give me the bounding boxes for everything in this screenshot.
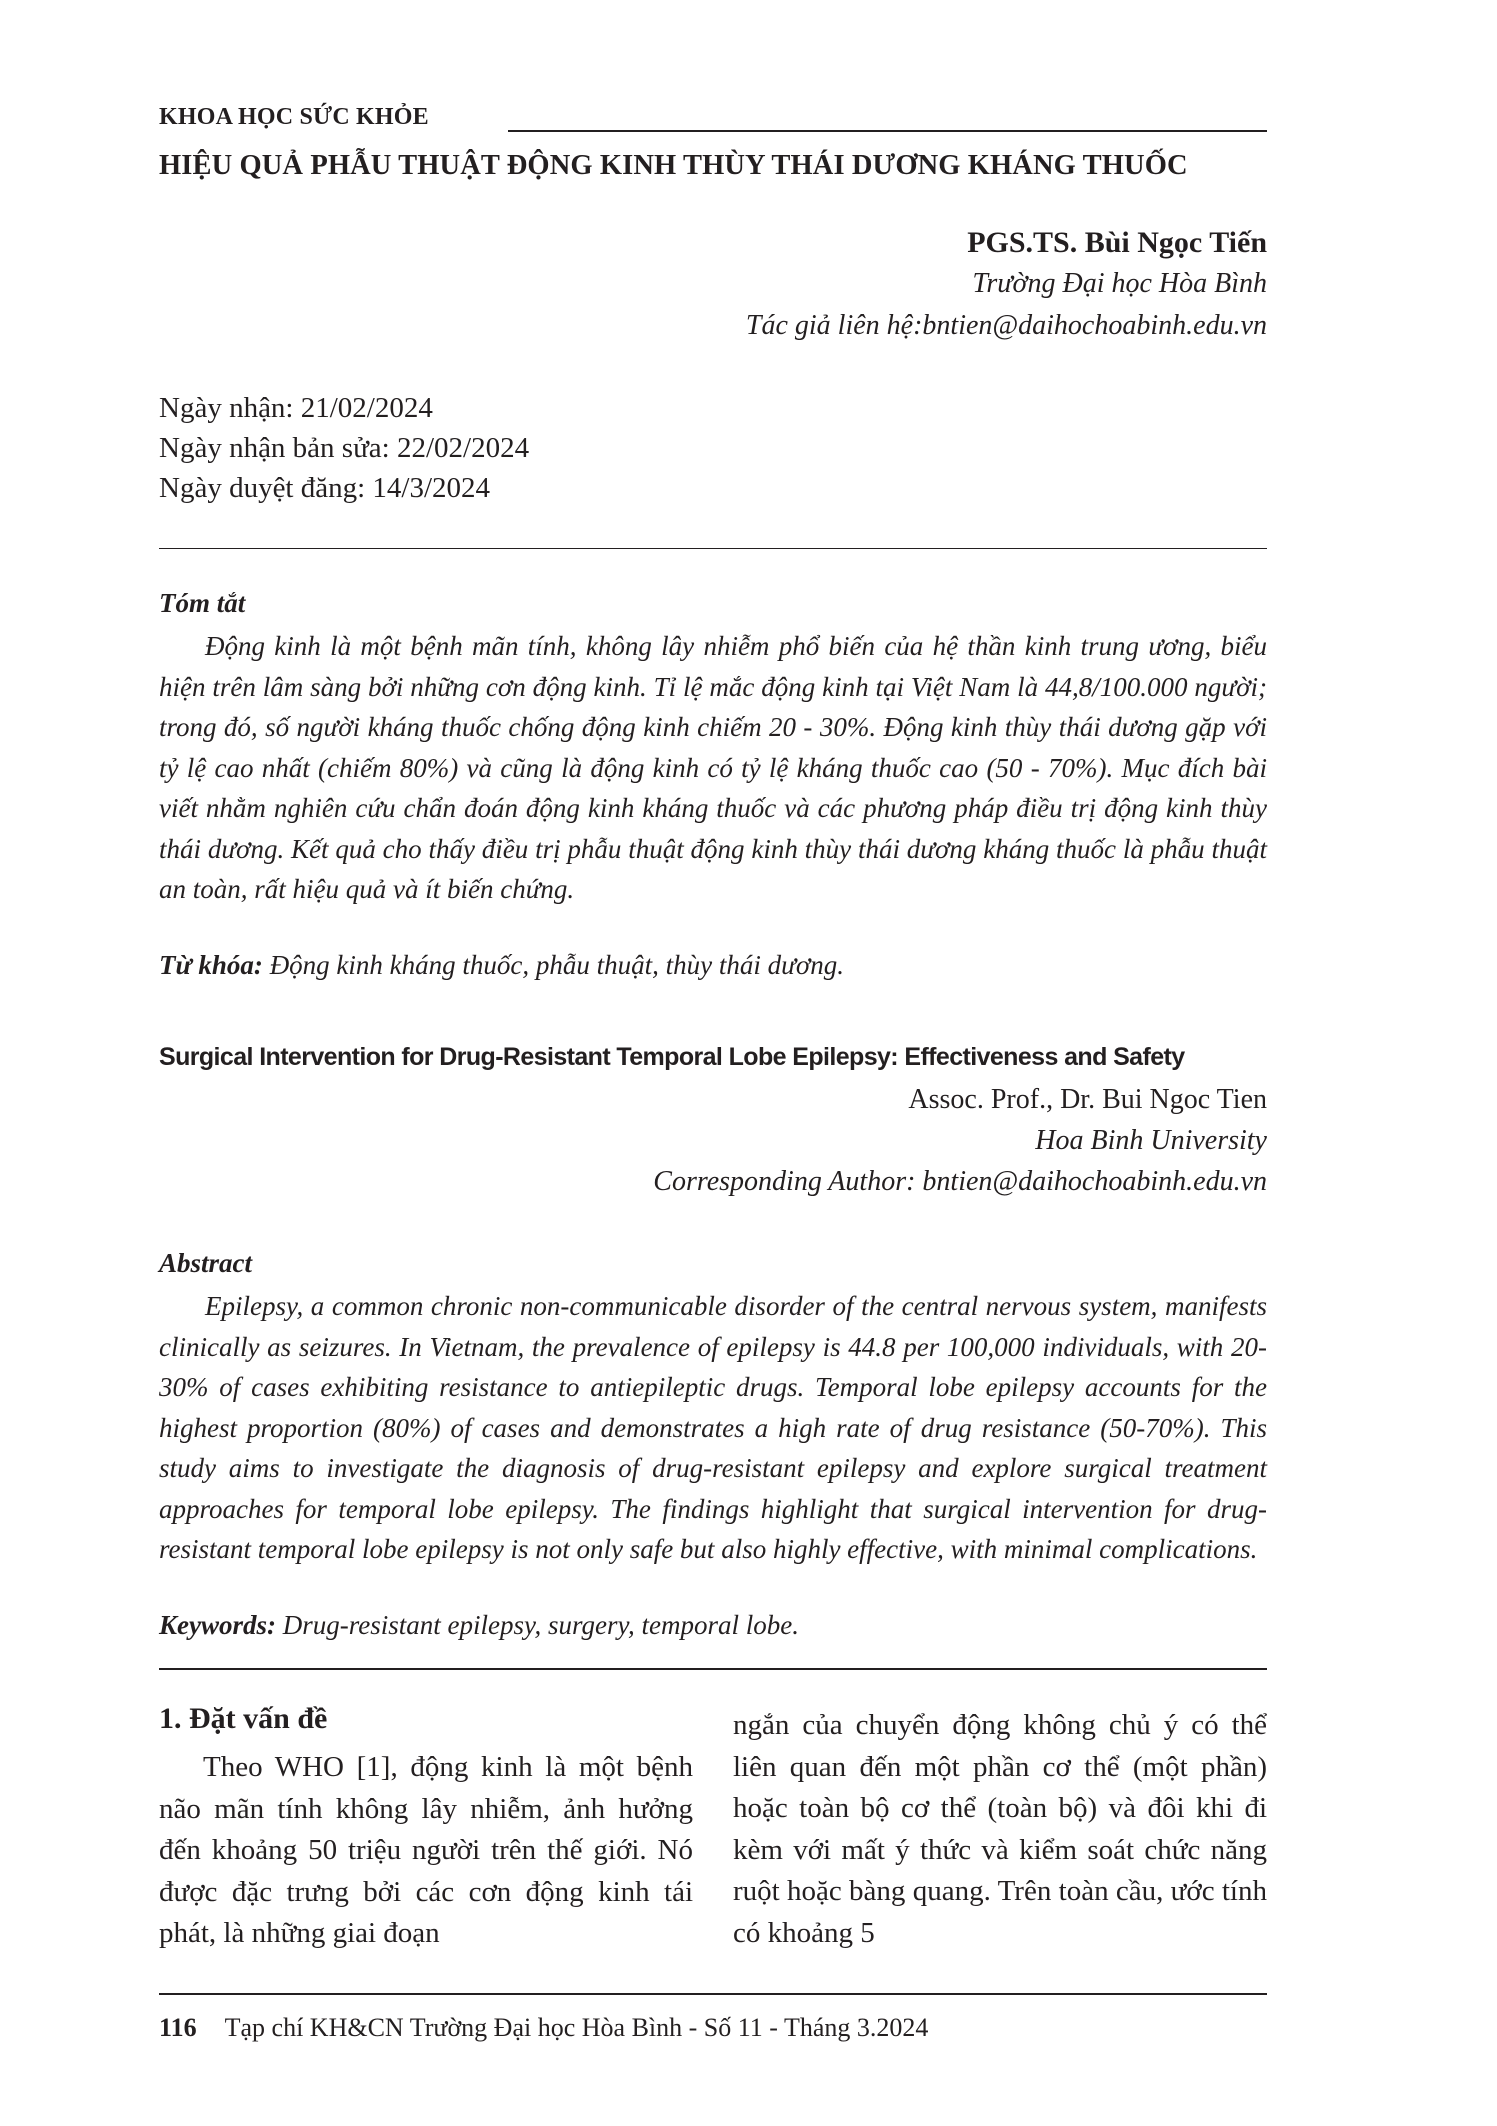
divider-body	[159, 1668, 1267, 1670]
author-name: PGS.TS. Bùi Ngọc Tiến	[967, 226, 1267, 259]
divider	[159, 548, 1267, 549]
summary-text	[159, 626, 1267, 910]
abstract-keywords	[159, 1610, 799, 1641]
summary-paragraph: Động kinh là một bệnh mãn tính, không lây nhiễm phổ biến của hệ thần kinh trung ương, biểu hiện trên lâm sàng bởi những cơn động kinh. Tỉ lệ mắc động kinh tại Việt Nam là 44,8/100.000 người; trong đó, số người kháng thuốc chống động kinh chiếm 20 - 30%. Động kinh thùy thái dương gặp với tỷ lệ cao nhất (chiếm 80%) và cũng là động kinh có tỷ lệ kháng thuốc cao (50 - 70%). Mục đích bài viết nhằm nghiên cứu chẩn đoán động kinh kháng thuốc và các phương pháp điều trị động kinh thùy thái dương. Kết quả cho thấy điều trị phẫu thuật động kinh thùy thái dương kháng thuốc là phẫu thuật an toàn, rất hiệu quả và ít biến chứng.	[159, 631, 1267, 904]
english-affiliation: Hoa Binh University	[1035, 1125, 1267, 1156]
english-author: Assoc. Prof., Dr. Bui Ngoc Tien	[908, 1084, 1267, 1115]
keywords-value: Động kinh kháng thuốc, phẫu thuật, thùy thái dương.	[269, 950, 845, 980]
header-rule	[508, 130, 1267, 132]
body-column-right	[733, 1705, 1267, 1954]
author-contact: Tác giả liên hệ:bntien@daihochoabinh.edu.vn	[745, 310, 1267, 341]
footer	[159, 2013, 928, 2043]
page-number: 116	[159, 2013, 197, 2042]
section-label: KHOA HỌC SỨC KHỎE	[159, 104, 429, 130]
author-affiliation: Trường Đại học Hòa Bình	[972, 268, 1267, 299]
keywords-label: Từ khóa:	[159, 950, 263, 980]
keywords-value-en: Drug-resistant epilepsy, surgery, temporal lobe.	[282, 1610, 799, 1640]
keywords-label-en: Keywords:	[159, 1610, 276, 1640]
date-received: Ngày nhận: 21/02/2024	[159, 392, 433, 424]
journal-name: Tạp chí KH&CN Trường Đại học Hòa Bình - Số 11 - Tháng 3.2024	[224, 2013, 929, 2042]
abstract-label: Abstract	[159, 1248, 253, 1278]
abstract-paragraph: Epilepsy, a common chronic non-communicable disorder of the central nervous system, manifests clinically as seizures. In Vietnam, the prevalence of epilepsy is 44.8 per 100,000 individuals, with 20-30% of cases exhibiting resistance to antiepileptic drugs. Temporal lobe epilepsy accounts for the highest proportion (80%) of cases and demonstrates a high rate of drug resistance (50-70%). This study aims to investigate the diagnosis of drug-resistant epilepsy and explore surgical treatment approaches for temporal lobe epilepsy. The findings highlight that surgical intervention for drug-resistant temporal lobe epilepsy is not only safe but also highly effective, with minimal complications.	[159, 1291, 1267, 1564]
summary-keywords	[159, 950, 844, 981]
abstract-text	[159, 1286, 1267, 1570]
body-paragraph: Theo WHO [1], động kinh là một bệnh não mãn tính không lây nhiễm, ảnh hưởng đến khoảng 50 triệu người trên thế giới. Nó được đặc trưng bởi các cơn động kinh tái phát, là những giai đoạn	[159, 1751, 693, 1949]
summary-label: Tóm tắt	[159, 588, 246, 618]
english-contact: Corresponding Author: bntien@daihochoabinh.edu.vn	[653, 1166, 1267, 1197]
date-accepted: Ngày duyệt đăng: 14/3/2024	[159, 472, 491, 504]
paper-title: HIỆU QUẢ PHẪU THUẬT ĐỘNG KINH THÙY THÁI DƯƠNG KHÁNG THUỐC	[159, 150, 1188, 181]
body-column-left	[159, 1747, 693, 1955]
section-heading: 1. Đặt vấn đề	[159, 1702, 328, 1735]
footer-rule	[159, 1993, 1267, 1995]
body-paragraph-continued: ngắn của chuyển động không chủ ý có thể liên quan đến một phần cơ thể (một phần) hoặc toàn bộ cơ thể (toàn bộ) và đôi khi đi kèm với mất ý thức và kiểm soát chức năng ruột hoặc bàng quang. Trên toàn cầu, ước tính có khoảng 5	[733, 1709, 1267, 1949]
date-revised: Ngày nhận bản sửa: 22/02/2024	[159, 432, 530, 464]
english-title: Surgical Intervention for Drug-Resistant Temporal Lobe Epilepsy: Effectiveness and Safety	[159, 1043, 1185, 1071]
dates-block	[159, 388, 529, 508]
